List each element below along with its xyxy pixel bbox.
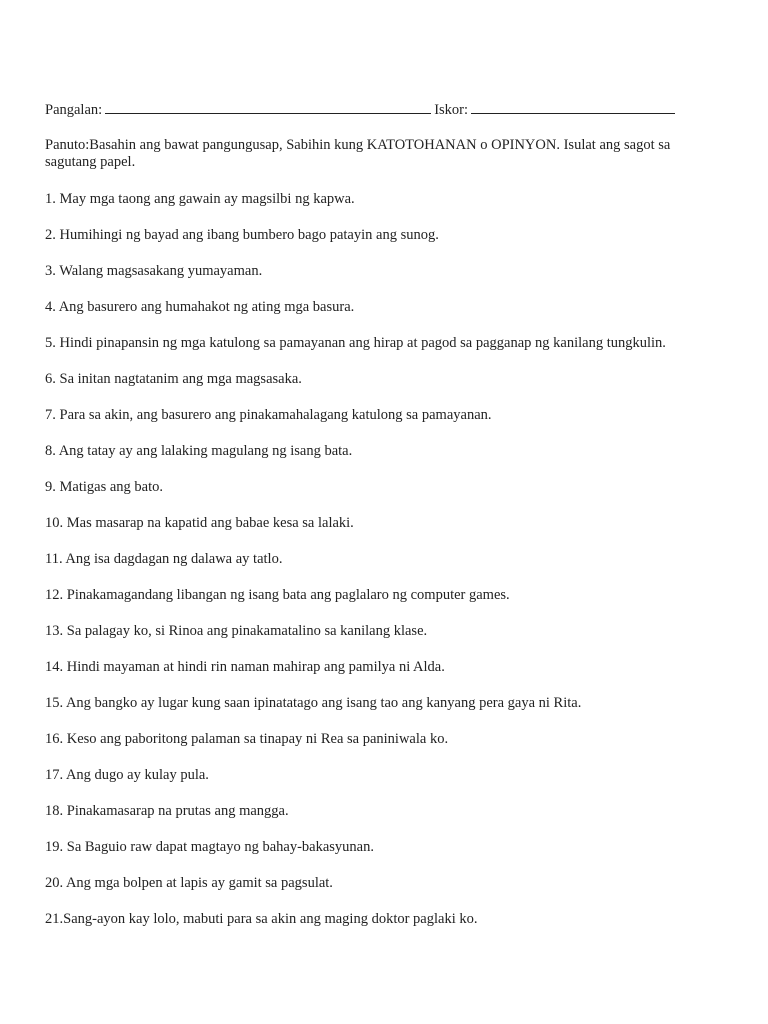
instructions-text: Panuto:Basahin ang bawat pangungusap, Sabihin kung KATOTOHANAN o OPINYON. Isulat ang sagot sa sagutang papel. [45, 137, 671, 170]
question-item: 19. Sa Baguio raw dapat magtayo ng bahay-bakasyunan. [45, 839, 374, 855]
question-item: 3. Walang magsasakang yumayaman. [45, 263, 263, 279]
question-item: 20. Ang mga bolpen at lapis ay gamit sa pagsulat. [45, 875, 333, 891]
question-item: 4. Ang basurero ang humahakot ng ating mga basura. [45, 299, 355, 315]
question-list [45, 190, 745, 946]
question-item: 18. Pinakamasarap na prutas ang mangga. [45, 803, 289, 819]
question-item: 10. Mas masarap na kapatid ang babae kesa sa lalaki. [45, 515, 354, 531]
name-label: Pangalan: [45, 102, 103, 118]
question-item: 16. Keso ang paboritong palaman sa tinapay ni Rea sa paniniwala ko. [45, 731, 449, 747]
question-item: 2. Humihingi ng bayad ang ibang bumbero bago patayin ang sunog. [45, 227, 439, 243]
question-item: 15. Ang bangko ay lugar kung saan ipinatatago ang isang tao ang kanyang pera gaya ni Rita. [45, 695, 582, 711]
question-item: 14. Hindi mayaman at hindi rin naman mahirap ang pamilya ni Alda. [45, 659, 445, 675]
name-blank-line [105, 100, 431, 114]
score-label: Iskor: [434, 102, 469, 118]
question-item: 7. Para sa akin, ang basurero ang pinakamahalagang katulong sa pamayanan. [45, 407, 492, 423]
question-item: 8. Ang tatay ay ang lalaking magulang ng isang bata. [45, 443, 353, 459]
score-blank-line [471, 100, 675, 114]
question-item: 17. Ang dugo ay kulay pula. [45, 767, 209, 783]
question-item: 5. Hindi pinapansin ng mga katulong sa pamayanan ang hirap at pagod sa pagganap ng kanilang tungkulin. [45, 335, 666, 351]
question-item: 11. Ang isa dagdagan ng dalawa ay tatlo. [45, 551, 283, 567]
question-item: 12. Pinakamagandang libangan ng isang bata ang paglalaro ng computer games. [45, 587, 510, 603]
question-item: 1. May mga taong ang gawain ay magsilbi ng kapwa. [45, 191, 355, 207]
worksheet-header [45, 100, 735, 119]
question-item: 6. Sa initan nagtatanim ang mga magsasaka. [45, 371, 302, 387]
question-item: 13. Sa palagay ko, si Rinoa ang pinakamatalino sa kanilang klase. [45, 623, 428, 639]
question-item: 9. Matigas ang bato. [45, 479, 163, 495]
question-item: 21.Sang-ayon kay lolo, mabuti para sa akin ang maging doktor paglaki ko. [45, 911, 478, 927]
